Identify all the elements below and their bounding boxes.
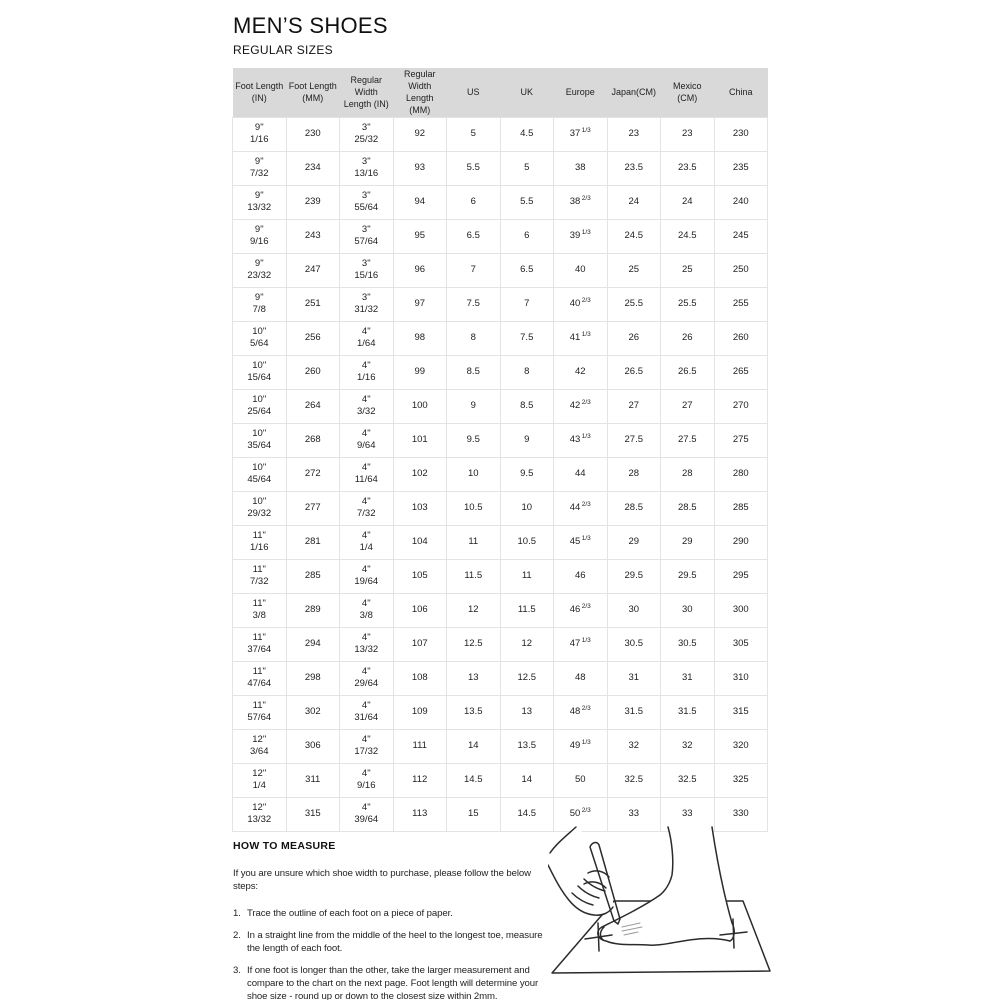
table-cell: 10" 15/64 bbox=[233, 355, 287, 389]
table-cell: 3" 55/64 bbox=[340, 185, 394, 219]
size-table-header-row bbox=[233, 68, 768, 117]
table-cell: 265 bbox=[714, 355, 768, 389]
table-cell: 310 bbox=[714, 661, 768, 695]
table-cell: 9" 23/32 bbox=[233, 253, 287, 287]
hand-fill bbox=[548, 827, 614, 915]
table-cell: 28.5 bbox=[607, 491, 661, 525]
size-fraction: 2/3 bbox=[581, 807, 591, 815]
table-cell: 26.5 bbox=[607, 355, 661, 389]
table-cell: 230 bbox=[714, 117, 768, 151]
size-fraction: 2/3 bbox=[581, 501, 591, 509]
table-cell: 11 bbox=[500, 559, 554, 593]
table-cell: 12" 3/64 bbox=[233, 729, 287, 763]
size-fraction: 1/3 bbox=[581, 127, 591, 135]
step-number: 1. bbox=[233, 908, 241, 919]
table-cell: 315 bbox=[286, 797, 340, 831]
table-cell: 32 bbox=[607, 729, 661, 763]
table-cell: 24 bbox=[661, 185, 715, 219]
table-cell: 302 bbox=[286, 695, 340, 729]
table-cell: 27 bbox=[607, 389, 661, 423]
table-cell: 31 bbox=[661, 661, 715, 695]
table-row bbox=[233, 661, 768, 695]
table-cell: 29 bbox=[661, 525, 715, 559]
table-cell: 30 bbox=[661, 593, 715, 627]
table-cell: 7 bbox=[447, 253, 501, 287]
table-cell: 5 bbox=[500, 151, 554, 185]
table-cell: 29.5 bbox=[661, 559, 715, 593]
table-cell: 4" 3/32 bbox=[340, 389, 394, 423]
table-cell: 280 bbox=[714, 457, 768, 491]
table-cell: 251 bbox=[286, 287, 340, 321]
step-number: 3. bbox=[233, 965, 241, 976]
table-cell: 3" 25/32 bbox=[340, 117, 394, 151]
table-cell: 30.5 bbox=[607, 627, 661, 661]
table-cell: 7 bbox=[500, 287, 554, 321]
table-cell: 31 bbox=[607, 661, 661, 695]
table-cell: 37 $^{1/3}$ bbox=[554, 117, 608, 151]
table-cell: 32 bbox=[661, 729, 715, 763]
table-cell: 277 bbox=[286, 491, 340, 525]
table-cell: 100 bbox=[393, 389, 447, 423]
table-cell: 6.5 bbox=[500, 253, 554, 287]
table-cell: 10.5 bbox=[447, 491, 501, 525]
table-cell: 23 bbox=[607, 117, 661, 151]
table-cell: 10" 35/64 bbox=[233, 423, 287, 457]
table-cell: 8.5 bbox=[500, 389, 554, 423]
table-cell: 243 bbox=[286, 219, 340, 253]
table-cell: 108 bbox=[393, 661, 447, 695]
table-cell: 111 bbox=[393, 729, 447, 763]
column-header: US bbox=[447, 68, 501, 117]
table-cell: 285 bbox=[714, 491, 768, 525]
foot-tracing-illustration bbox=[548, 826, 784, 998]
table-cell: 4" 19/64 bbox=[340, 559, 394, 593]
table-cell: 47 $^{1/3}$ bbox=[554, 627, 608, 661]
table-cell: 247 bbox=[286, 253, 340, 287]
table-cell: 50 bbox=[554, 763, 608, 797]
table-row bbox=[233, 559, 768, 593]
table-cell: 311 bbox=[286, 763, 340, 797]
table-cell: 4" 17/32 bbox=[340, 729, 394, 763]
table-row bbox=[233, 627, 768, 661]
table-cell: 30.5 bbox=[661, 627, 715, 661]
table-cell: 14 bbox=[447, 729, 501, 763]
table-cell: 38 $^{2/3}$ bbox=[554, 185, 608, 219]
table-cell: 230 bbox=[286, 117, 340, 151]
table-cell: 98 bbox=[393, 321, 447, 355]
table-cell: 9" 7/8 bbox=[233, 287, 287, 321]
size-fraction: 2/3 bbox=[581, 297, 591, 305]
table-cell: 11" 47/64 bbox=[233, 661, 287, 695]
table-cell: 3" 31/32 bbox=[340, 287, 394, 321]
table-cell: 49 $^{1/3}$ bbox=[554, 729, 608, 763]
table-cell: 46 $^{2/3}$ bbox=[554, 593, 608, 627]
table-cell: 32.5 bbox=[607, 763, 661, 797]
table-cell: 10" 45/64 bbox=[233, 457, 287, 491]
table-cell: 106 bbox=[393, 593, 447, 627]
table-row bbox=[233, 287, 768, 321]
table-cell: 260 bbox=[714, 321, 768, 355]
column-header: Mexico (CM) bbox=[661, 68, 715, 117]
table-cell: 104 bbox=[393, 525, 447, 559]
how-to-measure-step bbox=[233, 929, 555, 955]
table-cell: 9" 7/32 bbox=[233, 151, 287, 185]
table-cell: 289 bbox=[286, 593, 340, 627]
table-cell: 40 bbox=[554, 253, 608, 287]
table-cell: 239 bbox=[286, 185, 340, 219]
table-cell: 13.5 bbox=[447, 695, 501, 729]
table-cell: 330 bbox=[714, 797, 768, 831]
table-cell: 26 bbox=[607, 321, 661, 355]
table-cell: 109 bbox=[393, 695, 447, 729]
table-cell: 5.5 bbox=[500, 185, 554, 219]
table-cell: 9" 9/16 bbox=[233, 219, 287, 253]
table-cell: 260 bbox=[286, 355, 340, 389]
size-fraction: 2/3 bbox=[581, 603, 591, 611]
table-cell: 44 bbox=[554, 457, 608, 491]
table-cell: 27.5 bbox=[607, 423, 661, 457]
table-cell: 4" 7/32 bbox=[340, 491, 394, 525]
column-header: Japan(CM) bbox=[607, 68, 661, 117]
table-cell: 5 bbox=[447, 117, 501, 151]
table-cell: 300 bbox=[714, 593, 768, 627]
table-cell: 28.5 bbox=[661, 491, 715, 525]
table-row bbox=[233, 253, 768, 287]
table-cell: 14 bbox=[500, 763, 554, 797]
table-row bbox=[233, 491, 768, 525]
table-cell: 13 bbox=[500, 695, 554, 729]
how-to-measure-step bbox=[233, 964, 555, 1000]
table-cell: 9.5 bbox=[500, 457, 554, 491]
table-cell: 4" 3/8 bbox=[340, 593, 394, 627]
table-cell: 112 bbox=[393, 763, 447, 797]
table-cell: 294 bbox=[286, 627, 340, 661]
table-cell: 4" 1/64 bbox=[340, 321, 394, 355]
table-cell: 9" 13/32 bbox=[233, 185, 287, 219]
table-cell: 23.5 bbox=[661, 151, 715, 185]
size-conversion-table bbox=[232, 68, 768, 832]
table-cell: 7.5 bbox=[447, 287, 501, 321]
table-cell: 4" 9/16 bbox=[340, 763, 394, 797]
table-cell: 11 bbox=[447, 525, 501, 559]
table-cell: 92 bbox=[393, 117, 447, 151]
table-cell: 27 bbox=[661, 389, 715, 423]
table-cell: 12" 1/4 bbox=[233, 763, 287, 797]
table-cell: 103 bbox=[393, 491, 447, 525]
size-fraction: 1/3 bbox=[581, 433, 591, 441]
table-cell: 32.5 bbox=[661, 763, 715, 797]
size-fraction: 2/3 bbox=[581, 705, 591, 713]
size-fraction: 1/3 bbox=[581, 637, 591, 645]
table-cell: 4" 1/16 bbox=[340, 355, 394, 389]
size-fraction: 1/3 bbox=[581, 229, 591, 237]
how-to-measure-title: HOW TO MEASURE bbox=[233, 840, 336, 852]
table-cell: 250 bbox=[714, 253, 768, 287]
table-cell: 272 bbox=[286, 457, 340, 491]
table-cell: 42 bbox=[554, 355, 608, 389]
table-cell: 325 bbox=[714, 763, 768, 797]
table-cell: 4" 29/64 bbox=[340, 661, 394, 695]
table-cell: 101 bbox=[393, 423, 447, 457]
step-text: If one foot is longer than the other, take the larger measurement and compare to the chart on the next page. Foot length will determine your shoe size - round up or down to the closest size within 2mm. bbox=[247, 965, 539, 1000]
table-row bbox=[233, 219, 768, 253]
table-cell: 12.5 bbox=[447, 627, 501, 661]
size-fraction: 2/3 bbox=[581, 399, 591, 407]
table-cell: 4.5 bbox=[500, 117, 554, 151]
table-cell: 26.5 bbox=[661, 355, 715, 389]
table-cell: 30 bbox=[607, 593, 661, 627]
table-cell: 94 bbox=[393, 185, 447, 219]
table-cell: 10.5 bbox=[500, 525, 554, 559]
how-to-measure-step bbox=[233, 907, 555, 920]
table-cell: 11" 37/64 bbox=[233, 627, 287, 661]
how-to-measure-intro: If you are unsure which shoe width to purchase, please follow the below steps: bbox=[233, 868, 531, 892]
table-row bbox=[233, 763, 768, 797]
table-cell: 28 bbox=[661, 457, 715, 491]
table-cell: 13 bbox=[447, 661, 501, 695]
table-cell: 41 $^{1/3}$ bbox=[554, 321, 608, 355]
table-cell: 240 bbox=[714, 185, 768, 219]
table-cell: 24.5 bbox=[661, 219, 715, 253]
table-cell: 25 bbox=[661, 253, 715, 287]
size-table-body bbox=[233, 117, 768, 831]
table-cell: 4" 1/4 bbox=[340, 525, 394, 559]
table-row bbox=[233, 525, 768, 559]
table-cell: 31.5 bbox=[661, 695, 715, 729]
table-cell: 9 bbox=[500, 423, 554, 457]
table-cell: 6 bbox=[447, 185, 501, 219]
table-row bbox=[233, 593, 768, 627]
table-cell: 24 bbox=[607, 185, 661, 219]
table-cell: 10" 29/32 bbox=[233, 491, 287, 525]
table-cell: 4" 9/64 bbox=[340, 423, 394, 457]
table-cell: 268 bbox=[286, 423, 340, 457]
table-cell: 8.5 bbox=[447, 355, 501, 389]
table-cell: 25.5 bbox=[661, 287, 715, 321]
table-cell: 23.5 bbox=[607, 151, 661, 185]
table-cell: 29 bbox=[607, 525, 661, 559]
table-cell: 270 bbox=[714, 389, 768, 423]
column-header: Regular Width Length (IN) bbox=[340, 68, 394, 117]
table-row bbox=[233, 185, 768, 219]
table-cell: 39 $^{1/3}$ bbox=[554, 219, 608, 253]
table-cell: 320 bbox=[714, 729, 768, 763]
table-cell: 234 bbox=[286, 151, 340, 185]
page-title: MEN’S SHOES bbox=[233, 13, 388, 38]
table-cell: 96 bbox=[393, 253, 447, 287]
table-cell: 281 bbox=[286, 525, 340, 559]
table-cell: 12 bbox=[447, 593, 501, 627]
table-cell: 8 bbox=[500, 355, 554, 389]
table-cell: 45 $^{1/3}$ bbox=[554, 525, 608, 559]
column-header: Europe bbox=[554, 68, 608, 117]
table-cell: 256 bbox=[286, 321, 340, 355]
table-cell: 6.5 bbox=[447, 219, 501, 253]
table-cell: 25.5 bbox=[607, 287, 661, 321]
table-cell: 13.5 bbox=[500, 729, 554, 763]
table-cell: 11" 3/8 bbox=[233, 593, 287, 627]
table-cell: 3" 13/16 bbox=[340, 151, 394, 185]
table-cell: 40 $^{2/3}$ bbox=[554, 287, 608, 321]
table-cell: 12.5 bbox=[500, 661, 554, 695]
table-cell: 11" 7/32 bbox=[233, 559, 287, 593]
table-cell: 8 bbox=[447, 321, 501, 355]
table-cell: 28 bbox=[607, 457, 661, 491]
table-cell: 11" 57/64 bbox=[233, 695, 287, 729]
table-cell: 15 bbox=[447, 797, 501, 831]
table-cell: 9" 1/16 bbox=[233, 117, 287, 151]
table-cell: 290 bbox=[714, 525, 768, 559]
table-cell: 275 bbox=[714, 423, 768, 457]
table-cell: 10" 25/64 bbox=[233, 389, 287, 423]
table-cell: 295 bbox=[714, 559, 768, 593]
table-cell: 245 bbox=[714, 219, 768, 253]
table-cell: 102 bbox=[393, 457, 447, 491]
how-to-measure-section bbox=[233, 840, 555, 1000]
table-cell: 315 bbox=[714, 695, 768, 729]
table-cell: 12 bbox=[500, 627, 554, 661]
table-cell: 24.5 bbox=[607, 219, 661, 253]
table-row bbox=[233, 151, 768, 185]
size-fraction: 1/3 bbox=[581, 331, 591, 339]
table-cell: 10 bbox=[447, 457, 501, 491]
foot-fill bbox=[598, 827, 734, 945]
table-cell: 298 bbox=[286, 661, 340, 695]
column-header: Foot Length (IN) bbox=[233, 68, 287, 117]
table-cell: 264 bbox=[286, 389, 340, 423]
table-cell: 5.5 bbox=[447, 151, 501, 185]
table-cell: 42 $^{2/3}$ bbox=[554, 389, 608, 423]
table-cell: 4" 39/64 bbox=[340, 797, 394, 831]
column-header: UK bbox=[500, 68, 554, 117]
table-cell: 305 bbox=[714, 627, 768, 661]
table-cell: 4" 13/32 bbox=[340, 627, 394, 661]
column-header: Foot Length (MM) bbox=[286, 68, 340, 117]
table-cell: 9 bbox=[447, 389, 501, 423]
size-fraction: 1/3 bbox=[581, 739, 591, 747]
table-cell: 10 bbox=[500, 491, 554, 525]
table-cell: 235 bbox=[714, 151, 768, 185]
table-row bbox=[233, 695, 768, 729]
table-cell: 33 bbox=[661, 797, 715, 831]
table-cell: 107 bbox=[393, 627, 447, 661]
table-cell: 113 bbox=[393, 797, 447, 831]
table-cell: 44 $^{2/3}$ bbox=[554, 491, 608, 525]
table-cell: 4" 31/64 bbox=[340, 695, 394, 729]
table-row bbox=[233, 729, 768, 763]
step-text: In a straight line from the middle of the heel to the longest toe, measure the length of each foot. bbox=[247, 930, 543, 954]
table-cell: 306 bbox=[286, 729, 340, 763]
table-cell: 48 $^{2/3}$ bbox=[554, 695, 608, 729]
table-cell: 26 bbox=[661, 321, 715, 355]
size-fraction: 1/3 bbox=[581, 535, 591, 543]
table-row bbox=[233, 117, 768, 151]
column-header: China bbox=[714, 68, 768, 117]
table-cell: 14.5 bbox=[447, 763, 501, 797]
column-header: Regular Width Length (MM) bbox=[393, 68, 447, 117]
table-cell: 31.5 bbox=[607, 695, 661, 729]
table-cell: 9.5 bbox=[447, 423, 501, 457]
table-cell: 25 bbox=[607, 253, 661, 287]
table-cell: 10" 5/64 bbox=[233, 321, 287, 355]
table-cell: 14.5 bbox=[500, 797, 554, 831]
table-cell: 93 bbox=[393, 151, 447, 185]
table-cell: 99 bbox=[393, 355, 447, 389]
table-cell: 3" 15/16 bbox=[340, 253, 394, 287]
table-cell: 6 bbox=[500, 219, 554, 253]
table-cell: 27.5 bbox=[661, 423, 715, 457]
table-row bbox=[233, 321, 768, 355]
size-fraction: 2/3 bbox=[581, 195, 591, 203]
table-cell: 11" 1/16 bbox=[233, 525, 287, 559]
table-cell: 105 bbox=[393, 559, 447, 593]
table-cell: 97 bbox=[393, 287, 447, 321]
step-number: 2. bbox=[233, 930, 241, 941]
how-to-measure-steps bbox=[233, 907, 555, 1000]
table-cell: 7.5 bbox=[500, 321, 554, 355]
table-cell: 46 bbox=[554, 559, 608, 593]
table-cell: 285 bbox=[286, 559, 340, 593]
table-cell: 12" 13/32 bbox=[233, 797, 287, 831]
size-table-head bbox=[233, 68, 768, 117]
table-row bbox=[233, 423, 768, 457]
table-cell: 33 bbox=[607, 797, 661, 831]
page-subtitle: REGULAR SIZES bbox=[233, 43, 333, 57]
table-cell: 23 bbox=[661, 117, 715, 151]
table-cell: 50 $^{2/3}$ bbox=[554, 797, 608, 831]
table-cell: 11.5 bbox=[447, 559, 501, 593]
table-cell: 38 bbox=[554, 151, 608, 185]
table-cell: 43 $^{1/3}$ bbox=[554, 423, 608, 457]
table-cell: 11.5 bbox=[500, 593, 554, 627]
step-text: Trace the outline of each foot on a piece of paper. bbox=[247, 908, 453, 919]
table-cell: 29.5 bbox=[607, 559, 661, 593]
table-row bbox=[233, 457, 768, 491]
table-cell: 255 bbox=[714, 287, 768, 321]
table-cell: 3" 57/64 bbox=[340, 219, 394, 253]
table-cell: 48 bbox=[554, 661, 608, 695]
table-row bbox=[233, 389, 768, 423]
table-cell: 4" 11/64 bbox=[340, 457, 394, 491]
table-cell: 95 bbox=[393, 219, 447, 253]
table-row bbox=[233, 355, 768, 389]
